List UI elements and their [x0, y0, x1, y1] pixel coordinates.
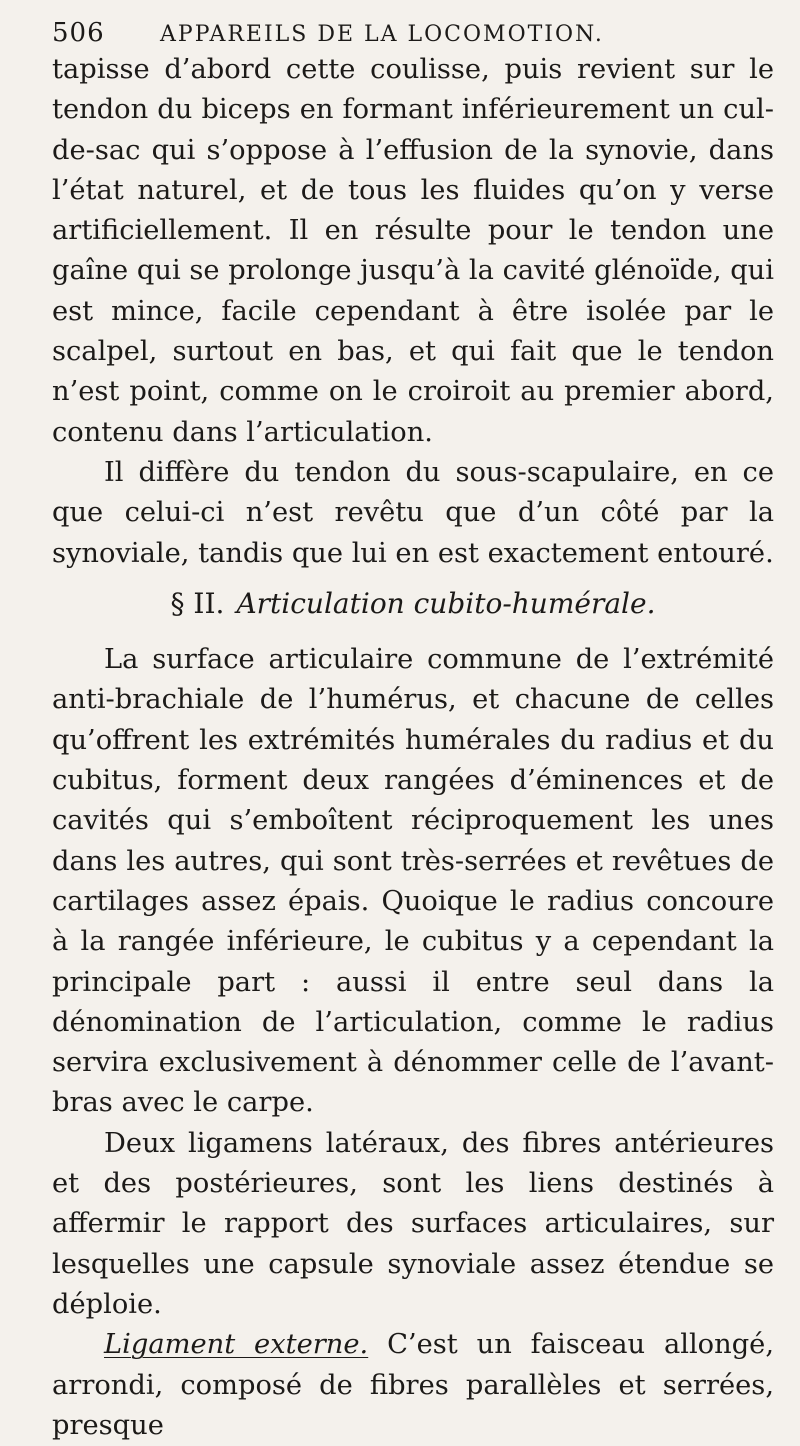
section-title: Articulation cubito-humérale.: [236, 586, 656, 620]
paragraph-tendon-comparison: Il diffère du tendon du sous-scapulaire, en ce que celui-ci n’est revêtu que d’un côté par la synoviale, tandis que lui en est exactement entouré.: [52, 456, 774, 569]
section-heading: [52, 584, 774, 624]
paragraph-continuation: tapisse d’abord cette coulisse, puis revient sur le tendon du biceps en formant inférieurement un cul-de-sac qui s’oppose à l’effusion de la synovie, dans l’état naturel, et de tous les fluides qu’on y verse artificiellement. Il en résulte pour le tendon une gaîne qui se prolonge jusqu’à la cavité glénoïde, qui est mince, facile cependant à être isolée par le scalpel, surtout en bas, et qui fait que le tendon n’est point, comme on le croiroit au premier abord, contenu dans l’articulation.: [52, 54, 774, 448]
running-title: APPAREILS DE LA LOCOMOTION.: [160, 22, 604, 47]
section-number: § II.: [170, 586, 225, 620]
external-ligament-text: C’est un faisceau allongé, arrondi, composé de fibres parallèles et serrées, presque: [52, 1329, 774, 1441]
page-number: 506: [52, 18, 105, 48]
external-ligament-heading: Ligament externe.: [104, 1329, 369, 1361]
paragraph-articular-surface: La surface articulaire commune de l’extrémité anti-brachiale de l’humérus, et chacune de celles qu’offrent les extrémités humérales du radius et du cubitus, forment deux rangées d’éminences et de cavités qui s’emboîtent réciproquement les unes dans les autres, qui sont très-serrées et revêtues de cartilages assez épais. Quoique le radius concoure à la rangée inférieure, le cubitus y a cependant la principale part : aussi il entre seul dans la dénomination de l’articulation, comme le radius servira exclusivement à dénommer celle de l’avant-bras avec le carpe.: [52, 644, 774, 1119]
paragraph-external-ligament: [52, 1325, 774, 1446]
page-header: [52, 12, 774, 50]
body-text: [52, 50, 774, 1446]
paragraph-ligaments: Deux ligamens latéraux, des fibres antérieures et des postérieures, sont les liens destinés à affermir le rapport des surfaces articulaires, sur lesquelles une capsule synoviale assez étendue se déploie.: [52, 1127, 774, 1320]
